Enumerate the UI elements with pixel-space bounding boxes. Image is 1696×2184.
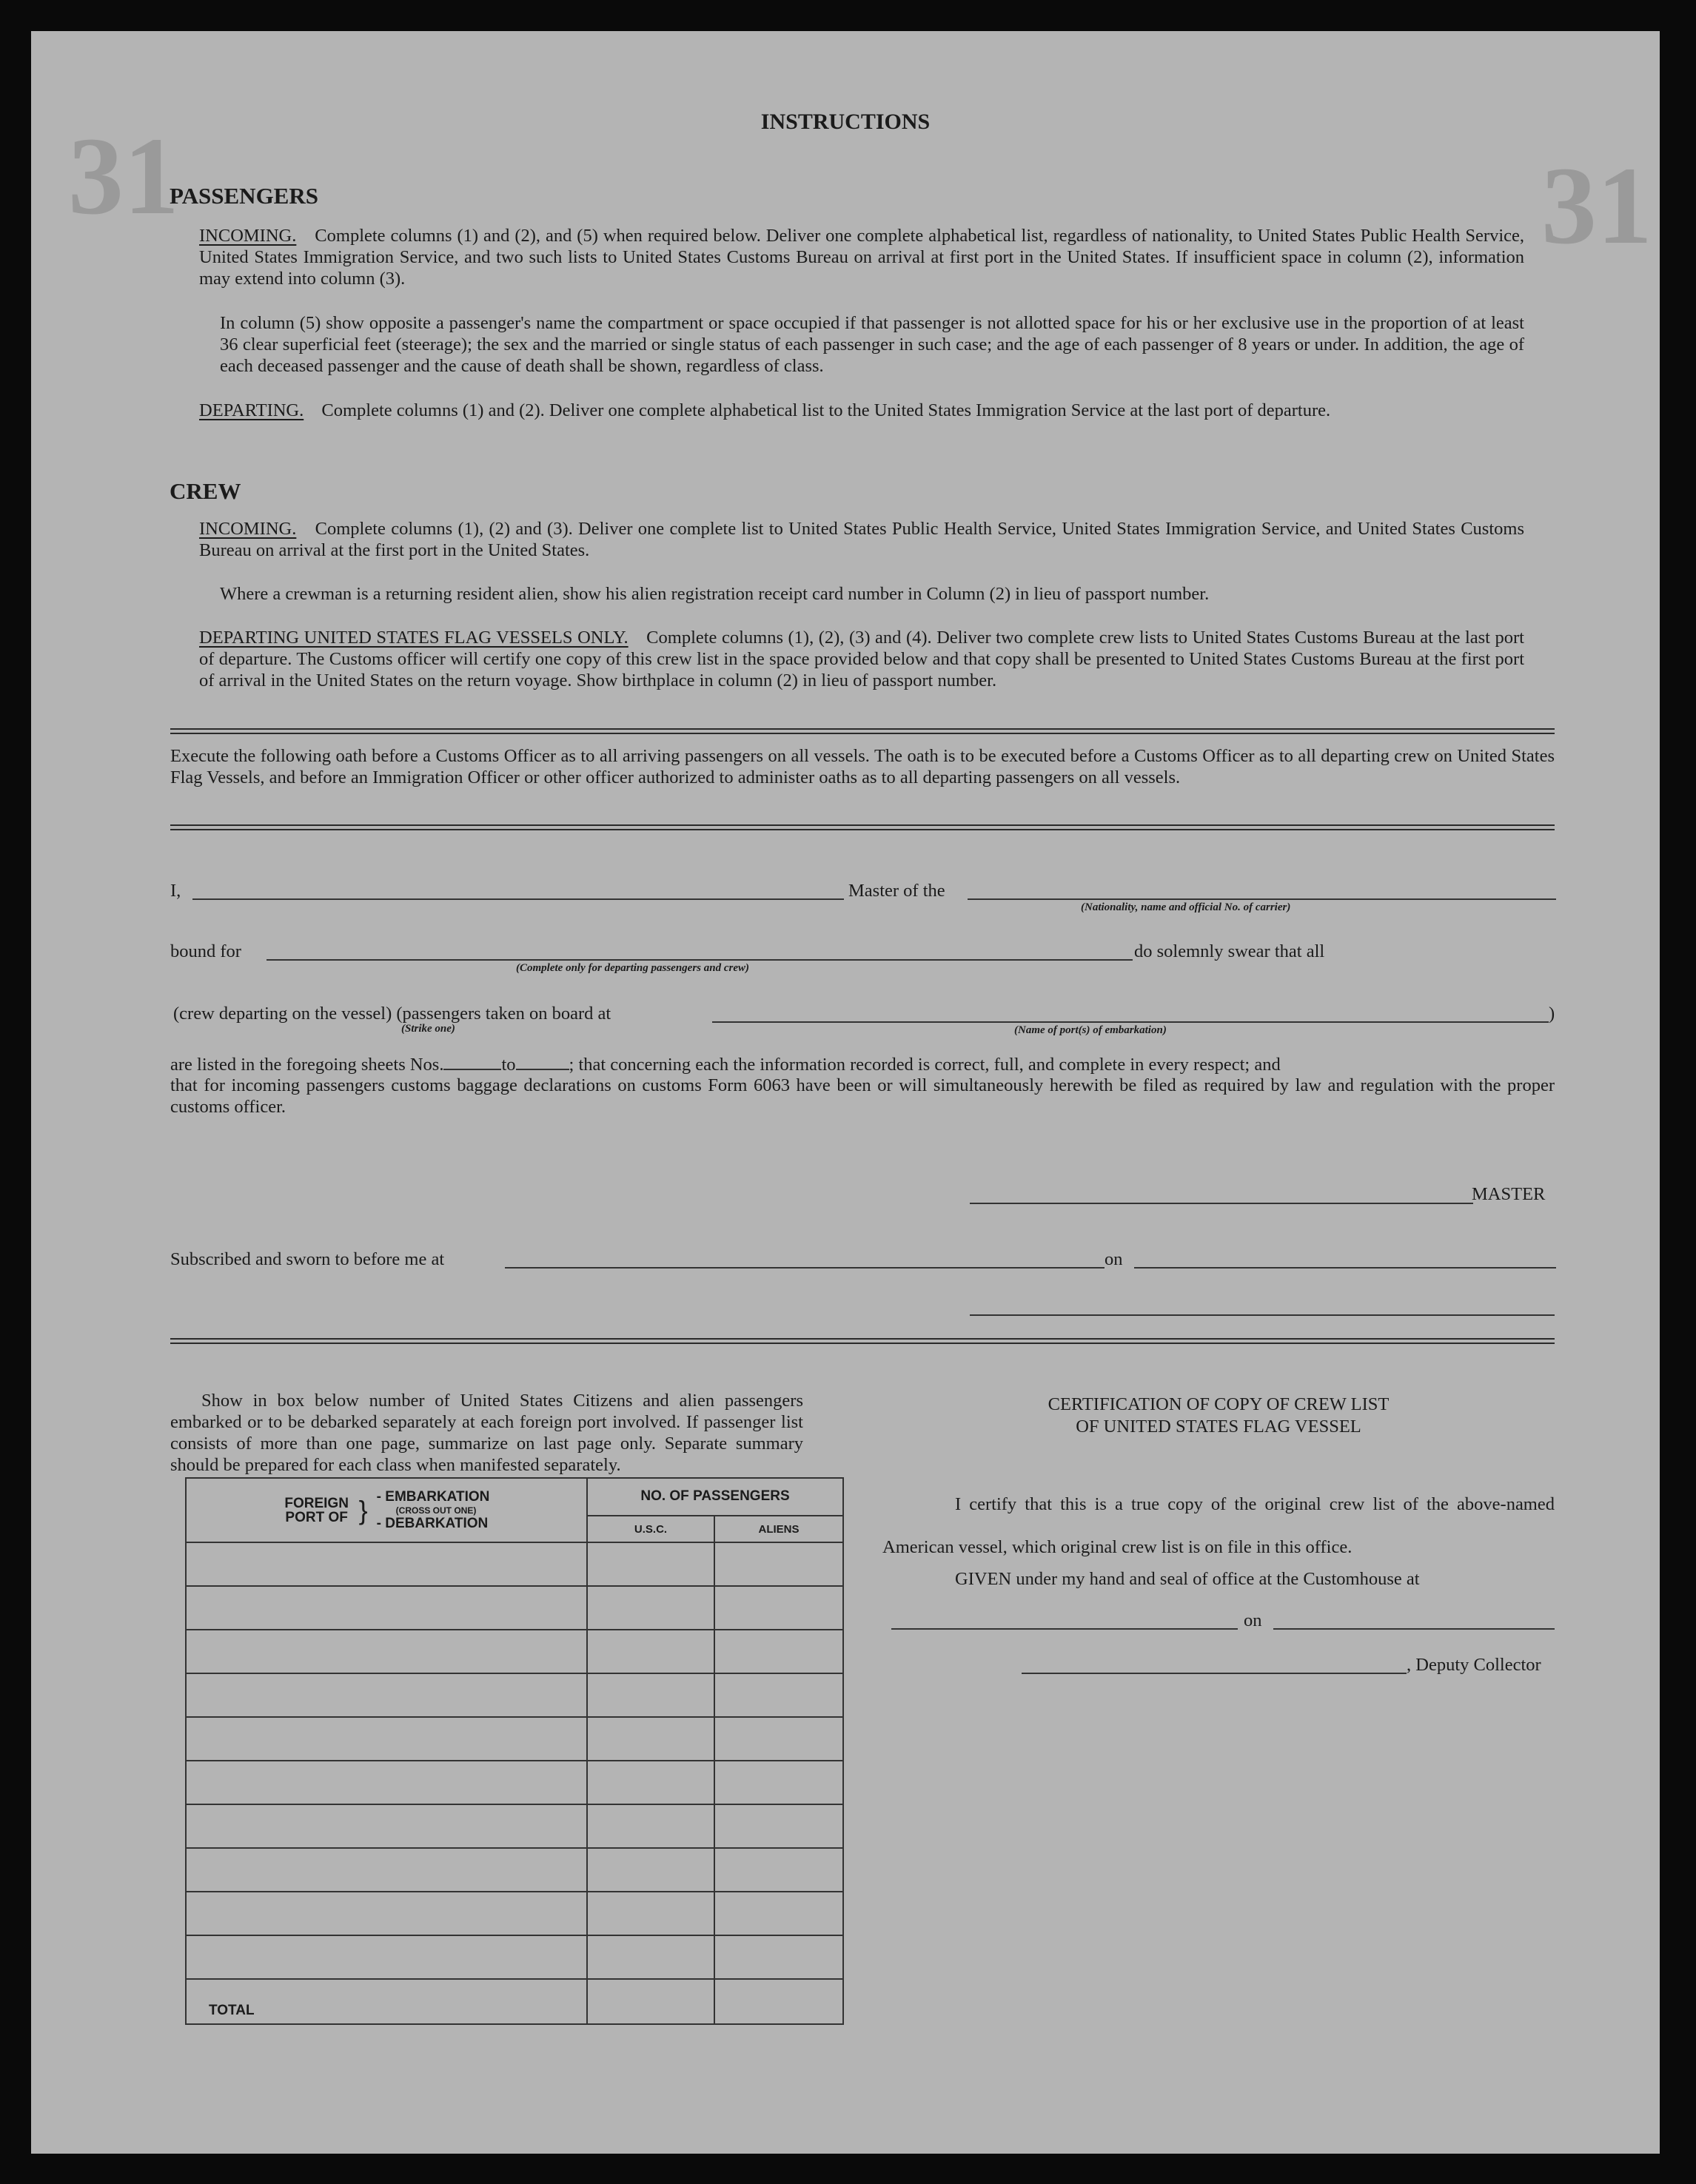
embarkation-ports-field[interactable] [712, 1021, 1549, 1023]
sworn-date-field[interactable] [1134, 1267, 1556, 1269]
listed-to-label: to [501, 1055, 516, 1075]
usc-cell[interactable] [587, 1673, 714, 1717]
master-name-field[interactable] [192, 898, 844, 900]
aliens-cell[interactable] [714, 1630, 843, 1673]
usc-cell[interactable] [587, 1542, 714, 1586]
sworn-on-label: on [1105, 1249, 1123, 1269]
certification-paragraph: I certify that this is a true copy of the original crew list of the above-named American vessel, which original crew list is on file in this office. [882, 1494, 1555, 1557]
oath-crew-passengers-label: (crew departing on the vessel) (passengers taken on board at [173, 1004, 611, 1024]
usc-cell[interactable] [587, 1761, 714, 1804]
aliens-header: ALIENS [714, 1516, 843, 1543]
passengers-departing-text: Complete columns (1) and (2). Deliver one complete alphabetical list to the United States Immigration Service at the last port of departure. [321, 400, 1331, 420]
usc-cell[interactable] [587, 1630, 714, 1673]
brace-icon: } [358, 1494, 368, 1525]
deputy-collector-label: , Deputy Collector [1407, 1655, 1541, 1675]
bound-for-hint: (Complete only for departing passengers and crew) [516, 962, 749, 974]
port-cell[interactable] [186, 1761, 587, 1804]
crew-incoming-text: Complete columns (1), (2) and (3). Deliver one complete list to United States Public Health Service, United States Immigration Service, and United States Customs Bureau on arrival at the first port in the United States. [199, 519, 1524, 560]
bleed-through-page-number-right: 31 [1541, 144, 1652, 267]
sheet-from-field[interactable] [443, 1052, 501, 1070]
certification-title-line2: OF UNITED STATES FLAG VESSEL [1076, 1417, 1361, 1437]
section-divider [170, 728, 1555, 734]
crew-departing-label: DEPARTING UNITED STATES FLAG VESSELS ONLY. [199, 628, 629, 648]
aliens-cell[interactable] [714, 1892, 843, 1935]
crew-departing-paragraph [199, 627, 1524, 691]
cross-out-label: (CROSS OUT ONE) [395, 1505, 477, 1516]
port-cell[interactable] [186, 1804, 587, 1848]
aliens-cell[interactable] [714, 1761, 843, 1804]
port-cell[interactable] [186, 1542, 587, 1586]
aliens-cell[interactable] [714, 1804, 843, 1848]
passengers-heading: PASSENGERS [170, 183, 318, 209]
port-cell[interactable] [186, 1892, 587, 1935]
oath-baggage-paragraph: that for incoming passengers customs baggage declarations on customs Form 6063 have been or will simultaneously herewith be filed as required by law and regulation with the proper customs officer. [170, 1075, 1555, 1117]
no-of-passengers-header: NO. OF PASSENGERS [587, 1478, 843, 1516]
bleed-through-page-number-left: 31 [68, 115, 179, 238]
certification-on-label: on [1244, 1610, 1262, 1630]
total-label-cell [186, 1979, 587, 2024]
aliens-cell[interactable] [714, 1935, 843, 1979]
passengers-incoming-text: Complete columns (1) and (2), and (5) when required below. Deliver one complete alphabetical list, regardless of nationality, to United States Public Health Service, United States Immigration Service, and two such lists to United States Customs Bureau on arrival at first port in the United States. If insufficient space in column (2), information may extend into column (3). [199, 226, 1525, 289]
aliens-cell[interactable] [714, 1542, 843, 1586]
foreign-port-of-label: FOREIGN PORT OF [284, 1495, 349, 1525]
carrier-hint: (Nationality, name and official No. of carrier) [1081, 901, 1291, 913]
total-aliens-cell[interactable] [714, 1979, 843, 2024]
customhouse-field[interactable] [891, 1628, 1238, 1630]
passengers-column5-paragraph: In column (5) show opposite a passenger's name the compartment or space occupied if that passenger is not allotted space for his or her exclusive use in the proportion of at least 36 clear superficial feet (steerage); the sex and the married or single status of each passenger in such case; and the age of each passenger of 8 years or under. In addition, the age of each deceased passenger and the cause of death shall be shown, regardless of class. [220, 313, 1524, 376]
usc-cell[interactable] [587, 1804, 714, 1848]
total-label: TOTAL [209, 2003, 255, 2018]
strike-one-hint: (Strike one) [401, 1023, 455, 1035]
oath-master-of-label: Master of the [848, 881, 945, 901]
usc-cell[interactable] [587, 1717, 714, 1761]
sworn-location-field[interactable] [505, 1267, 1105, 1269]
aliens-cell[interactable] [714, 1717, 843, 1761]
subscribed-label: Subscribed and sworn to before me at [170, 1249, 445, 1269]
port-cell[interactable] [186, 1586, 587, 1630]
port-cell[interactable] [186, 1848, 587, 1892]
usc-cell[interactable] [587, 1848, 714, 1892]
oath-swear-label: do solemnly swear that all [1134, 941, 1325, 961]
oath-bound-for-label: bound for [170, 941, 241, 961]
foreign-port-header [186, 1478, 587, 1542]
crew-departing-text: Complete columns (1), (2), (3) and (4). Deliver two complete crew lists to United States Customs Bureau at the last port of departure. The Customs officer will certify one copy of this crew list in the space provided below and that copy shall be presented to United States Customs Bureau at the first port of arrival in the United States on the return voyage. Show birthplace in column (2) in lieu of passport number. [199, 628, 1524, 691]
passenger-summary-table [185, 1477, 844, 2025]
aliens-cell[interactable] [714, 1586, 843, 1630]
sheet-to-field[interactable] [516, 1052, 569, 1070]
summary-paragraph: Show in box below number of United States Citizens and alien passengers embarked or to be debarked separately at each foreign port involved. If passenger list consists of more than one page, summarize on last page only. Separate summary should be prepared for each class when manifested separately. [170, 1391, 803, 1475]
crew-incoming-paragraph [199, 518, 1524, 561]
passengers-incoming-label: INCOMING. [199, 226, 297, 246]
certification-title-line1: CERTIFICATION OF COPY OF CREW LIST [1048, 1394, 1390, 1414]
debarkation-label: - DEBARKATION [376, 1515, 489, 1531]
passengers-departing-paragraph [199, 400, 1524, 421]
oath-listed-sheets-line [170, 1052, 1281, 1075]
port-cell[interactable] [186, 1673, 587, 1717]
oath-i-label: I, [170, 881, 181, 901]
oath-intro-paragraph: Execute the following oath before a Customs Officer as to all arriving passengers on all vessels. The oath is to be executed before a Customs Officer as to all departing crew on United States Flag Vessels, and before an Immigration Officer or other officer authorized to administer oaths as to all departing passengers on all vessels. [170, 746, 1555, 787]
oath-divider [170, 824, 1555, 830]
master-signature-field[interactable] [970, 1203, 1473, 1204]
bound-for-field[interactable] [267, 959, 1133, 961]
usc-cell[interactable] [587, 1935, 714, 1979]
crew-resident-paragraph: Where a crewman is a returning resident alien, show his alien registration receipt card number in Column (2) in lieu of passport number. [220, 584, 1210, 604]
carrier-field[interactable] [968, 898, 1556, 900]
embarkation-label: - EMBARKATION [376, 1488, 490, 1505]
crew-heading: CREW [170, 478, 241, 504]
page-title: INSTRUCTIONS [760, 110, 931, 134]
certification-given-label: GIVEN under my hand and seal of office at the Customhouse at [955, 1569, 1420, 1589]
aliens-cell[interactable] [714, 1848, 843, 1892]
crew-incoming-label: INCOMING. [199, 519, 297, 539]
usc-cell[interactable] [587, 1892, 714, 1935]
usc-cell[interactable] [587, 1586, 714, 1630]
lower-divider [170, 1338, 1555, 1344]
oath-close-paren: ) [1549, 1004, 1555, 1024]
passengers-incoming-paragraph [199, 225, 1524, 289]
port-cell[interactable] [186, 1935, 587, 1979]
port-cell[interactable] [186, 1630, 587, 1673]
listed-sheets-label: are listed in the foregoing sheets Nos. [170, 1055, 444, 1075]
port-cell[interactable] [186, 1717, 587, 1761]
form-sheet [31, 31, 1660, 2154]
sworn-officer-signature-field[interactable] [970, 1314, 1555, 1316]
embarkation-hint: (Name of port(s) of embarkation) [1014, 1024, 1167, 1036]
total-usc-cell[interactable] [587, 1979, 714, 2024]
deputy-collector-signature-field[interactable] [1022, 1673, 1407, 1674]
certification-date-field[interactable] [1273, 1628, 1555, 1630]
passengers-departing-label: DEPARTING. [199, 400, 304, 420]
aliens-cell[interactable] [714, 1673, 843, 1717]
listed-correct-text: ; that concerning each the information recorded is correct, full, and complete in every respect; and [569, 1055, 1281, 1075]
master-label: MASTER [1472, 1184, 1546, 1204]
usc-header: U.S.C. [587, 1516, 714, 1543]
